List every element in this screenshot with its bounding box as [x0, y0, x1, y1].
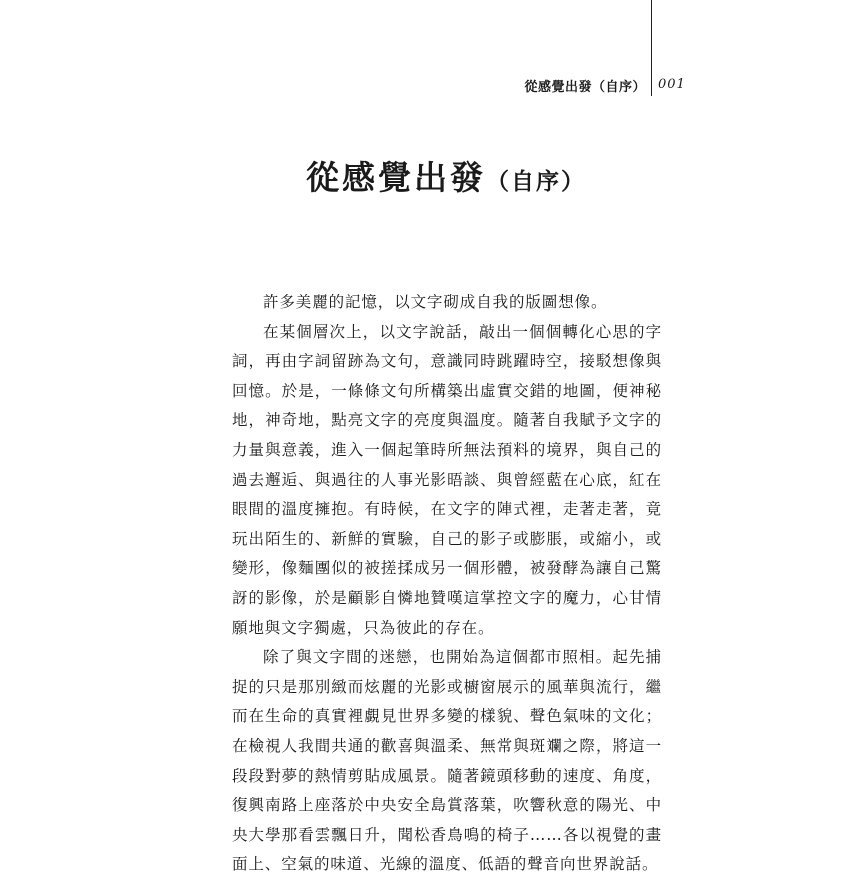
chapter-title: [306, 152, 586, 199]
paragraph-2: 在某個層次上，以文字說話，敲出一個個轉化心思的字詞，再由字詞留跡為文句，意識同時跳躍時空，接駁想像與回憶。於是，一條條文句所構築出虛實交錯的地圖，便神秘地，神奇地，點亮文字的亮度與溫度。隨著自我賦予文字的力量與意義，進入一個起筆時所無法預料的境界，與自己的過去邂逅、與過往的人事光影晤談、與曾經藍在心底，紅在眼間的溫度擁抱。有時候，在文字的陣式裡，走著走著，竟玩出陌生的、新鮮的實驗，自己的影子或膨脹，或縮小，或變形，像麵團似的被搓揉成另一個形體，被發酵為讓自己驚訝的影像，於是顧影自憐地贊嘆這掌控文字的魔力，心甘情願地與文字獨處，只為彼此的存在。: [232, 322, 662, 637]
page-number: 001: [658, 77, 686, 92]
paragraph-3: 除了與文字間的迷戀，也開始為這個都市照相。起先捕捉的只是那別緻而炫麗的光影或櫥窗展示的風華與流行，繼而在生命的真實裡覷見世界多變的樣貌、聲色氣味的文化；在檢視人我間共通的歡喜與溫柔、無常與斑斕之際，將這一段段對夢的熱情剪貼成風景。隨著鏡頭移動的速度、角度，復興南路上座落於中央安全島賞落葉，吹響秋意的陽光、中央大學那看雲飄日升，聞松香鳥鳴的椅子……各以視覺的畫面上、空氣的味道、光線的溫度、低語的聲音向世界說話。: [232, 648, 662, 874]
running-header-title: 從感覺出發（自序）: [524, 80, 646, 95]
paragraph-1: 許多美麗的記憶，以文字砌成自我的版圖想像。: [263, 293, 608, 311]
chapter-title-subtitle: （自序）: [486, 168, 586, 195]
chapter-title-main: 從感覺出發: [306, 158, 486, 197]
header-divider-line: [651, 0, 652, 96]
body-text: [232, 288, 662, 880]
